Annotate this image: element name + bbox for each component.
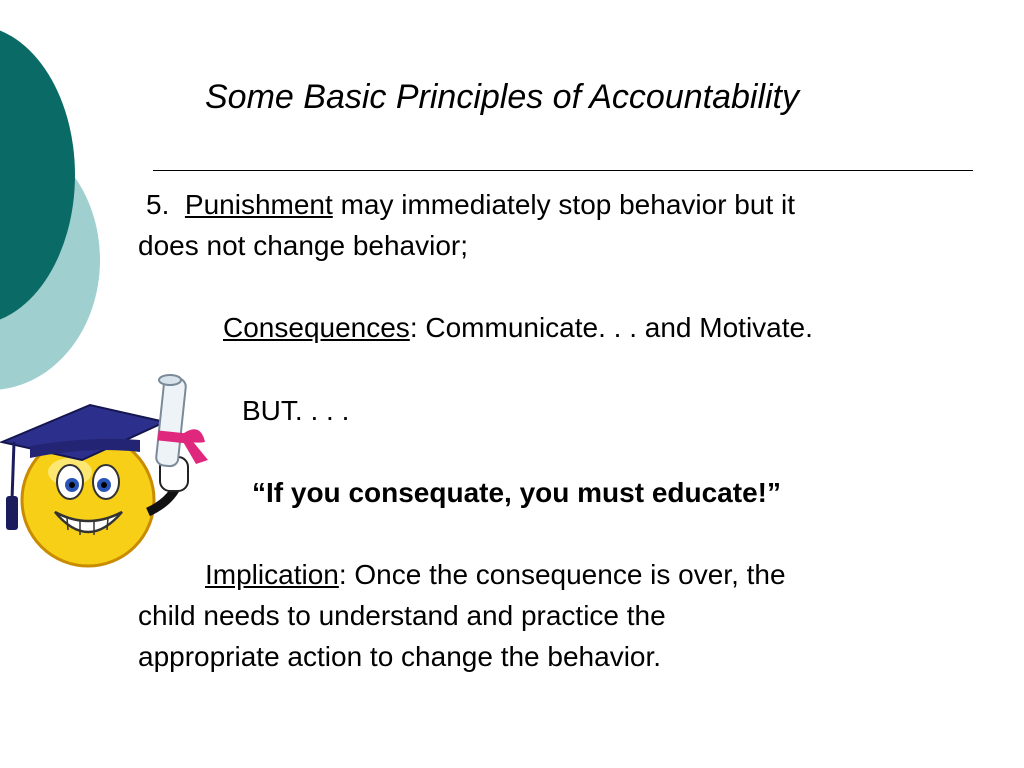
title-divider [153,170,973,171]
consequences-line [223,311,813,345]
punishment-keyword: Punishment [184,189,333,220]
implication-line2: child needs to understand and practice the [138,600,666,631]
quote-line: “If you consequate, you must educate!” [252,477,781,508]
slide-title: Some Basic Principles of Accountability [205,78,800,116]
graduate-smiley-icon [0,372,225,582]
point-5-line2: does not change behavior; [138,230,469,261]
implication-line1 [205,558,786,592]
implication-text: : Once the consequence is over, the [338,559,786,590]
but-line: BUT. . . . [242,395,350,426]
implication-line3: appropriate action to change the behavior. [138,641,662,672]
consequences-keyword: Consequences [223,312,410,343]
implication-keyword: Implication [205,559,339,590]
point-5-line1 [146,188,795,222]
point-5-text: may immediately stop behavior but it [332,189,796,220]
point-number: 5. [146,189,170,220]
grad-cap [2,405,165,460]
consequences-text: : Communicate. . . and Motivate. [409,312,813,343]
diploma [155,377,186,467]
